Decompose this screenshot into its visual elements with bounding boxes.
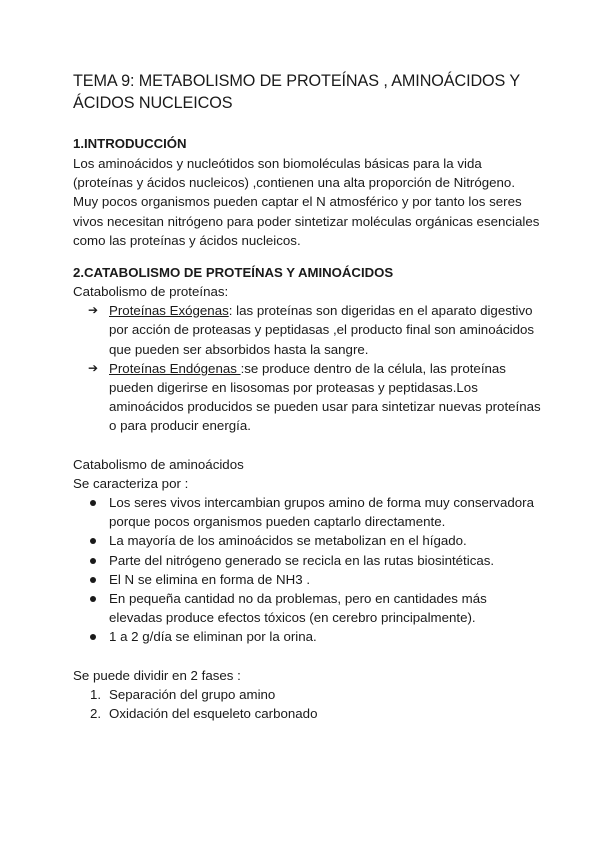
list-item: 1 a 2 g/día se eliminan por la orina. (73, 627, 543, 646)
amino-catabolism-label: Catabolismo de aminoácidos (73, 456, 244, 472)
phases-block (73, 666, 543, 724)
list-item (73, 301, 543, 359)
list-item: En pequeña cantidad no da problemas, pero en cantidades más elevadas produce efectos tóxicos (en cerebro principalmente). (73, 589, 543, 627)
section-heading-introduccion: 1.INTRODUCCIÓN (73, 136, 187, 151)
list-item (73, 704, 543, 723)
list-number: 2. (90, 706, 102, 722)
arrow-right-icon: ➔ (88, 303, 99, 318)
list-item (73, 685, 543, 704)
phases-intro: Se puede dividir en 2 fases : (73, 667, 241, 683)
item-text: : las proteínas son digeridas en el aparato digestivo por acción de proteasas y peptidasas ,el producto final son aminoácidos que pueden ser absorbidos hasta la sangre. (109, 303, 535, 357)
term-exogenas: Proteínas Exógenas (109, 303, 229, 319)
term-endogenas: Proteínas Endógenas (109, 360, 241, 376)
item-text: :se produce dentro de la célula, las proteínas pueden digerirse en lisosomas por proteasas y peptidasas.Los aminoácidos producidos se pueden usar para sintetizar nuevas proteínas o para producir energía. (109, 360, 541, 434)
phases-list (73, 685, 543, 723)
section-heading-catabolismo: 2.CATABOLISMO DE PROTEÍNAS Y AMINOÁCIDOS (73, 265, 394, 281)
amino-bullet-list (73, 493, 543, 647)
protein-catabolism-label: Catabolismo de proteínas: (73, 284, 229, 300)
page-title: TEMA 9: METABOLISMO DE PROTEÍNAS , AMINOÁCIDOS Y ÁCIDOS NUCLEICOS (73, 72, 520, 112)
list-item (73, 359, 543, 436)
protein-arrow-list (73, 301, 543, 435)
amino-catabolism-block (73, 455, 543, 647)
list-item: El N se elimina en forma de NH3 . (73, 570, 543, 589)
section-introduccion (73, 135, 543, 250)
amino-intro: Se caracteriza por : (73, 475, 189, 491)
section-catabolismo (73, 264, 543, 723)
list-item: Parte del nitrógeno generado se recicla en las rutas biosintéticas. (73, 551, 543, 570)
item-text: Oxidación del esqueleto carbonado (109, 706, 318, 722)
list-item: La mayoría de los aminoácidos se metabolizan en el hígado. (73, 531, 543, 550)
intro-paragraph: Los aminoácidos y nucleótidos son biomoléculas básicas para la vida (proteínas y ácidos nucleicos) ,contienen una alta proporción de Nitrógeno. Muy pocos organismos pueden captar el N atmosférico y por tanto los seres vivos necesitan nitrógeno para poder sintetizar moléculas orgánicas esenciales como las proteínas y ácidos nucleicos. (73, 156, 540, 248)
arrow-right-icon: ➔ (88, 360, 99, 375)
list-item: Los seres vivos intercambian grupos amino de forma muy conservadora porque pocos organismos pueden captarlo directamente. (73, 493, 543, 531)
item-text: Separación del grupo amino (109, 686, 276, 702)
list-number: 1. (90, 686, 102, 702)
document-content (73, 70, 543, 723)
